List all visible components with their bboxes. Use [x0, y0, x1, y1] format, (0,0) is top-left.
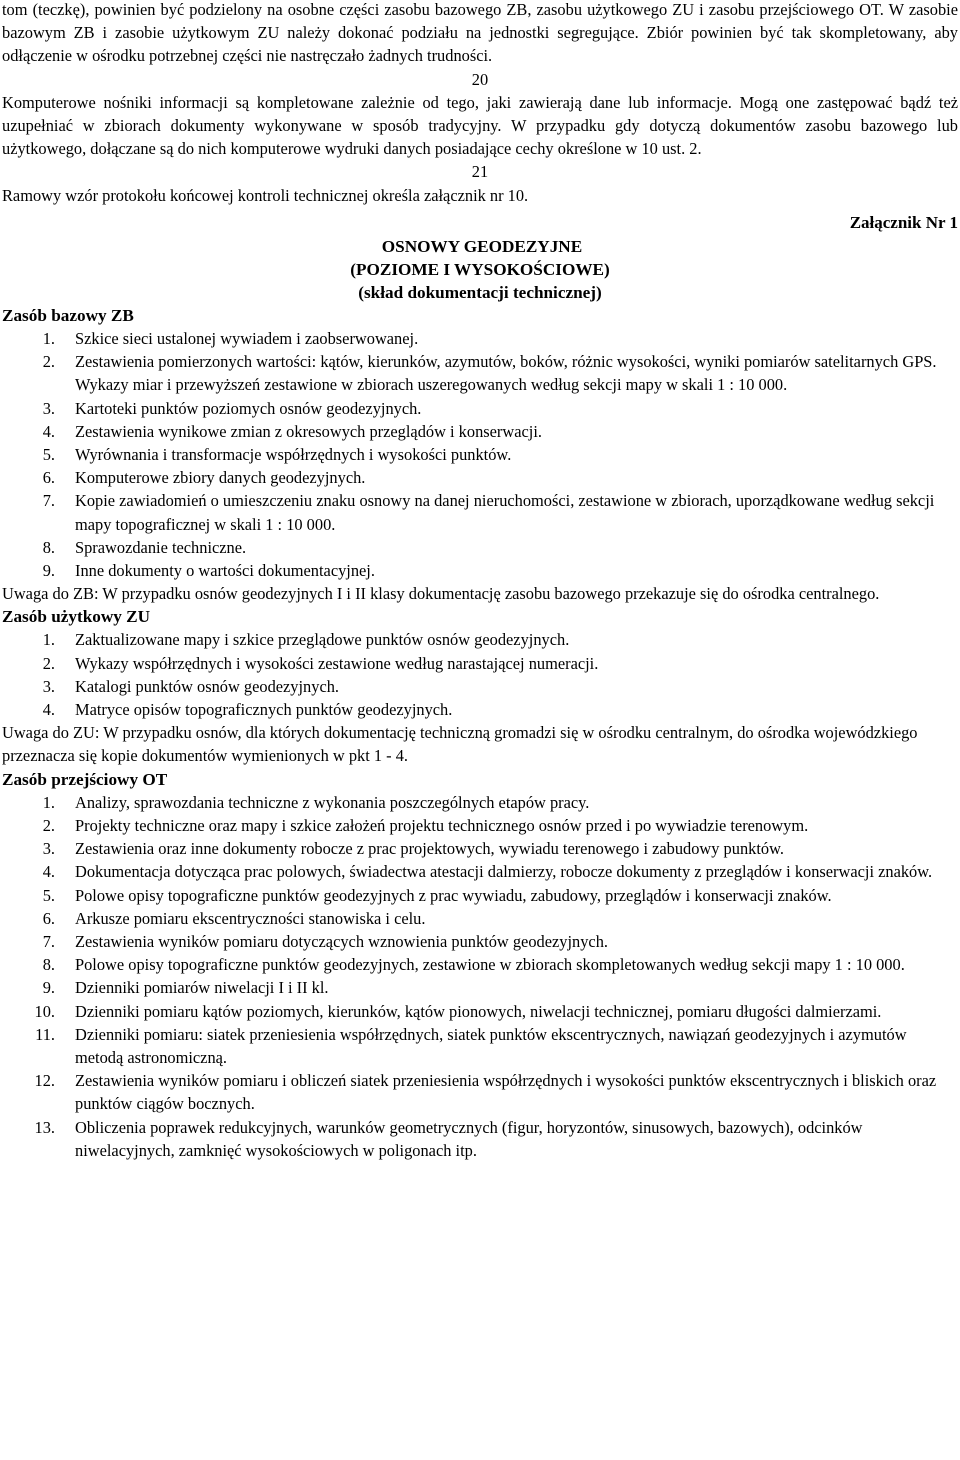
list-item: 9. Dzienniki pomiarów niwelacji I i II kl.: [42, 978, 329, 998]
list-item: 8. Polowe opisy topograficzne punktów geodezyjnych, zestawione w zbiorach skompletowanych według sekcji mapy 1 : 10 000.: [42, 955, 905, 975]
list-item: 10. Dzienniki pomiaru kątów poziomych, kierunków, kątów pionowych, niwelacji technicznej, pomiaru długości dalmierzami.: [34, 1001, 882, 1021]
annex-title: [2, 235, 958, 304]
section-heading-zb: Zasób bazowy ZB: [2, 306, 134, 326]
list-item: 3. Zestawienia oraz inne dokumenty robocze z prac projektowych, wywiadu terenowego i zabudowy punktów.: [42, 839, 784, 859]
list-item: 6. Arkusze pomiaru ekscentryczności stanowiska i celu.: [42, 908, 426, 928]
list-item: 7. Kopie zawiadomień o umieszczeniu znaku osnowy na danej nieruchomości, zestawione w zbiorach, uporządkowane według sekcji mapy topograficznej w skali 1 : 10 000.: [42, 491, 935, 534]
list-item: 7. Zestawienia wyników pomiaru dotyczących wznowienia punktów geodezyjnych.: [42, 931, 608, 951]
list-item: 5. Wyrównania i transformacje współrzędnych i wysokości punktów.: [42, 445, 512, 465]
list-item: 12. Zestawienia wyników pomiaru i obliczeń siatek przeniesienia współrzędnych i wysokości punktów ekscentrycznych i bliskich oraz punktów ciągów bocznych.: [34, 1071, 937, 1114]
list-item: 1. Szkice sieci ustalonej wywiadem i zaobserwowanej.: [42, 329, 419, 349]
intro-paragraph: tom (teczkę), powinien być podzielony na osobne części zasobu bazowego ZB, zasobu użytkowego ZU i zasobu przejściowego OT. W zasobie bazowym ZB i zasobie użytkowym ZU należy dokonać podziału na jednostki segregujące. Zbiór powinien być tak skompletowany, aby odłączenie w ośrodku potrzebnej części nie nastręczało żadnych trudności.: [2, 0, 958, 66]
list-item: 9. Inne dokumenty o wartości dokumentacyjnej.: [42, 561, 375, 581]
list-item: 3. Kartoteki punktów poziomych osnów geodezyjnych.: [42, 398, 422, 418]
title-line-1: OSNOWY GEODEZYJNE: [381, 237, 583, 257]
ot-item-list: [2, 791, 958, 1162]
title-line-2: (POZIOME I WYSOKOŚCIOWE): [350, 260, 610, 280]
list-item: 3. Katalogi punktów osnów geodezyjnych.: [42, 676, 340, 696]
paragraph-21-heading: 21: [471, 162, 489, 182]
list-item: 8. Sprawozdanie techniczne.: [42, 537, 247, 557]
annex-label: Załącznik Nr 1: [849, 212, 958, 232]
paragraph-20-heading: 20: [471, 69, 489, 89]
zu-item-list: [2, 628, 958, 721]
list-item: 6. Komputerowe zbiory danych geodezyjnych.: [42, 468, 366, 488]
zb-note: Uwaga do ZB: W przypadku osnów geodezyjnych I i II klasy dokumentację zasobu bazowego przekazuje się do ośrodka centralnego.: [2, 584, 880, 604]
list-item: 1. Analizy, sprawozdania techniczne z wykonania poszczególnych etapów pracy.: [42, 792, 590, 812]
zu-note: Uwaga do ZU: W przypadku osnów, dla których dokumentację techniczną gromadzi się w ośrodku centralnym, do ośrodka wojewódzkiego przeznacza się kopie dokumentów wymienionych w pkt 1 - 4.: [2, 723, 918, 766]
list-item: 2. Zestawienia pomierzonych wartości: kątów, kierunków, azymutów, boków, różnic wysokości, wyniki pomiarów satelitarnych GPS. Wykazy miar i przewyższeń zestawione w zbiorach uszeregowanych według sekcji mapy w skali 1 : 10 000.: [42, 352, 937, 395]
list-item: 4. Zestawienia wynikowe zmian z okresowych przeglądów i konserwacji.: [42, 421, 542, 441]
list-item: 13. Obliczenia poprawek redukcyjnych, warunków geometrycznych (figur, horyzontów, sinusowych, bazowych), odcinków niwelacyjnych, zamknięć wysokościowych w poligonach itp.: [34, 1117, 863, 1160]
list-item: 5. Polowe opisy topograficzne punktów geodezyjnych z prac wywiadu, zabudowy, przeglądów i konserwacji znaków.: [42, 885, 832, 905]
section-heading-ot: Zasób przejściowy OT: [2, 769, 168, 789]
list-item: 11. Dzienniki pomiaru: siatek przeniesienia współrzędnych, siatek punktów ekscentrycznych, nawiązań geodezyjnych i azymutów metodą astronomiczną.: [35, 1024, 907, 1067]
section-heading-zu: Zasób użytkowy ZU: [2, 607, 151, 627]
title-line-3: (skład dokumentacji technicznej): [358, 283, 602, 303]
list-item: 4. Matryce opisów topograficznych punktów geodezyjnych.: [42, 700, 453, 720]
document-page: [2, 0, 958, 1162]
list-item: 2. Wykazy współrzędnych i wysokości zestawione według narastającej numeracji.: [42, 653, 599, 673]
paragraph-20-text: Komputerowe nośniki informacji są kompletowane zależnie od tego, jaki zawierają dane lub informacje. Mogą one zastępować bądź też uzupełniać w zbiorach dokumenty wykonywane w sposób tradycyjny. W przypadku gdy dotyczą dokumentów zasobu bazowego lub użytkowego, dołączane są do nich komputerowe wydruki danych posiadające cechy określone w 10 ust. 2.: [2, 92, 958, 159]
list-item: 4. Dokumentacja dotycząca prac polowych, świadectwa atestacji dalmierzy, robocze dokumenty z przeglądów i konserwacji znaków.: [42, 862, 933, 882]
list-item: 1. Zaktualizowane mapy i szkice przeglądowe punktów osnów geodezyjnych.: [42, 630, 570, 650]
zb-item-list: [2, 327, 958, 582]
paragraph-21-text: Ramowy wzór protokołu końcowej kontroli technicznej określa załącznik nr 10.: [2, 185, 529, 205]
list-item: 2. Projekty techniczne oraz mapy i szkice założeń projektu technicznego osnów przed i po wywiadzie terenowym.: [42, 815, 809, 835]
